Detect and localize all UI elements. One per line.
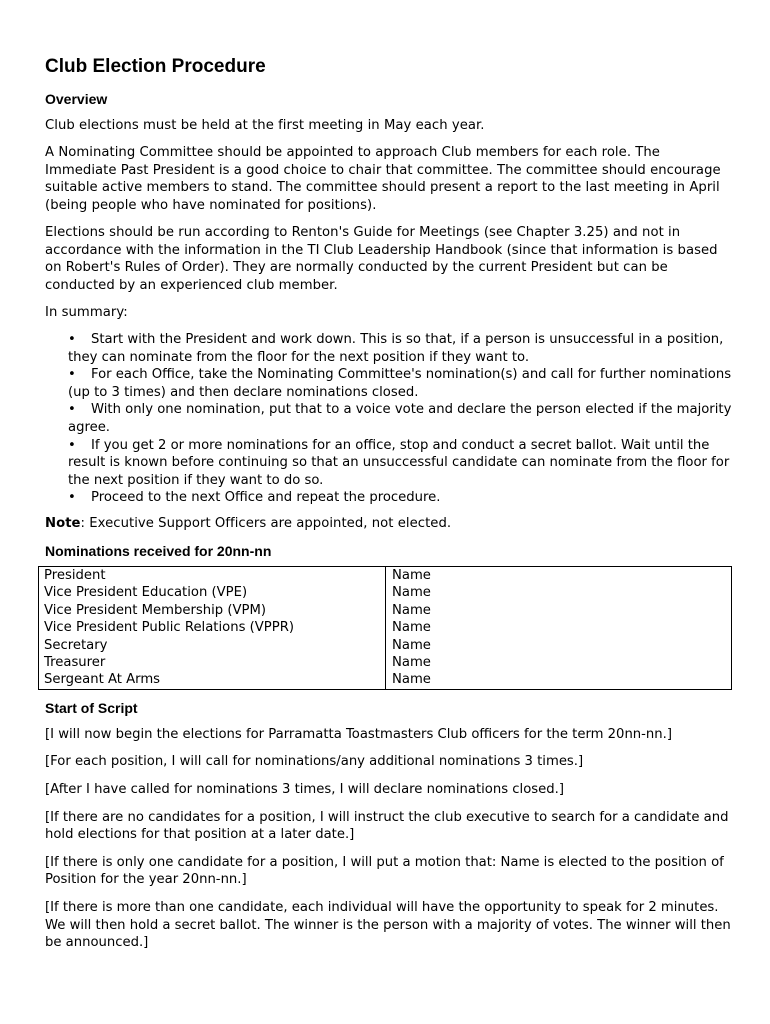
page-title: Club Election Procedure [45,56,266,77]
paragraph-nominating-committee: A Nominating Committee should be appointed to approach Club members for each role. The Immediate Past President is a good choice to chair that committee. The committee should encourage suitable active members to stand. The committee should present a report to the last meeting in April (being people who have nominated for positions). [45,145,721,213]
table-row [39,566,732,584]
name-cell: Name [386,619,732,636]
table-row [39,637,732,654]
list-item-text: For each Office, take the Nominating Committee's nomination(s) and call for further nominations (up to 3 times) and then declare nominations closed. [68,367,732,400]
list-item [68,489,735,507]
note-text: : Executive Support Officers are appointed, not elected. [80,515,452,531]
name-cell: Name [386,654,732,671]
bullet-icon: • [68,437,76,453]
list-item-text: Start with the President and work down. This is so that, if a person is unsuccessful in a position, they can nominate from the floor for the next position if they want to. [68,331,724,365]
name-cell: Name [386,566,732,584]
bullet-icon: • [68,490,76,506]
name-cell: Name [386,637,732,654]
note-label: Note [45,515,81,531]
list-item [68,437,735,490]
list-item [68,366,735,401]
role-cell: Vice President Public Relations (VPPR) [39,619,386,636]
list-item [68,401,735,436]
script-line-begin: [I will now begin the elections for Parramatta Toastmasters Club officers for the term 20nn-nn.] [45,726,672,742]
list-item-text: Proceed to the next Office and repeat the procedure. [91,490,441,506]
table-row [39,671,732,689]
table-row [39,654,732,671]
role-cell: President [39,566,386,584]
name-cell: Name [386,584,732,601]
table-row [39,602,732,619]
list-item-text: If you get 2 or more nominations for an office, stop and conduct a secret ballot. Wait until the result is known before continuing so that an unsuccessful candidate can nominate from the floor for the next position if they want to do so. [68,437,730,488]
script-heading: Start of Script [45,699,138,716]
role-cell: Sergeant At Arms [39,671,386,689]
paragraph-election-timing: Club elections must be held at the first meeting in May each year. [45,118,485,133]
role-cell: Vice President Education (VPE) [39,584,386,601]
table-row [39,619,732,636]
script-line-no-candidates: [If there are no candidates for a position, I will instruct the club executive to search for a candidate and hold elections for that position at a later date.] [45,809,729,843]
list-item [68,331,735,366]
bullet-icon: • [68,402,76,418]
paragraph-election-rules: Elections should be run according to Renton's Guide for Meetings (see Chapter 3.25) and not in accordance with the information in the TI Club Leadership Handbook (since that information is based on Robert's Rules of Order). They are normally conducted by the current President but can be conducted by an experienced club member. [45,224,718,293]
role-cell: Vice President Membership (VPM) [39,602,386,619]
script-line-multiple-candidates: [If there is more than one candidate, each individual will have the opportunity to speak for 2 minutes. We will then hold a secret ballot. The winner is the person with a majority of votes. The winner will then be announced.] [45,899,731,951]
summary-list [45,331,735,507]
note-paragraph [45,515,735,533]
document-page [45,54,735,962]
nominations-table [38,566,732,690]
bullet-icon: • [68,367,76,383]
nominations-heading: Nominations received for 20nn-nn [45,542,272,559]
script-line-one-candidate: [If there is only one candidate for a position, I will put a motion that: Name is elected to the position of Position for the year 20nn-nn.] [45,854,724,888]
table-row [39,584,732,601]
paragraph-in-summary: In summary: [45,304,128,320]
name-cell: Name [386,602,732,619]
name-cell: Name [386,671,732,689]
script-line-call-nominations: [For each position, I will call for nominations/any additional nominations 3 times.] [45,754,584,770]
script-line-close-nominations: [After I have called for nominations 3 times, I will declare nominations closed.] [45,782,564,797]
role-cell: Treasurer [39,654,386,671]
overview-heading: Overview [45,91,108,107]
list-item-text: With only one nomination, put that to a voice vote and declare the person elected if the majority agree. [68,402,732,435]
role-cell: Secretary [39,637,386,654]
bullet-icon: • [68,331,76,347]
